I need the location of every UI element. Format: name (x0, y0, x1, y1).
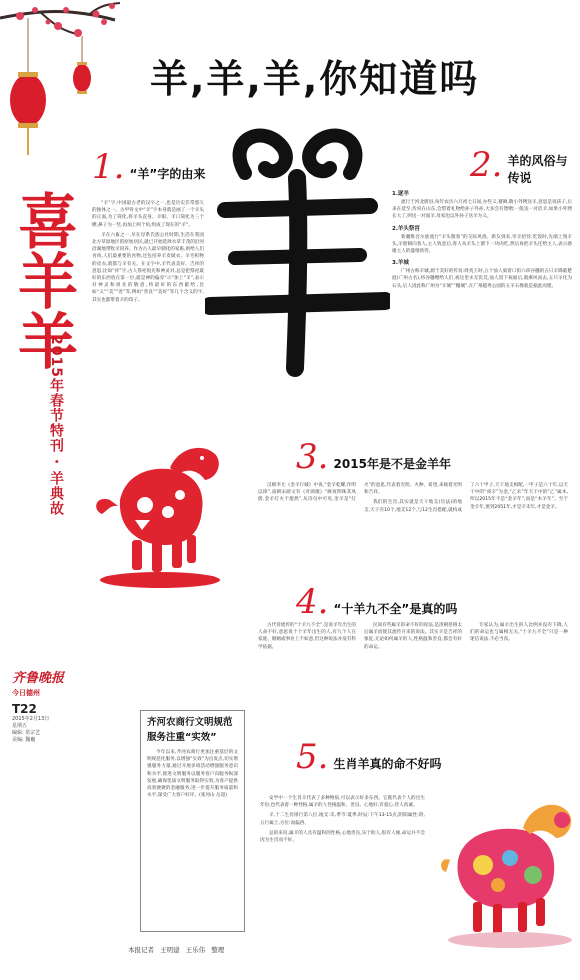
yang-calligraphy (205, 118, 390, 378)
section-5-paragraph: 总的来说,属羊的人具有温和的性格,心地善良,乐于助人,很有人缘,命运并不会因为生肖而不好。 (260, 830, 425, 844)
section-4-heading (296, 582, 458, 622)
bank-news-body: 今年以来,齐河农商行更加注重基层的文明规范化服务,以增强“实效”为出发点,切实增强服务力量,通过开展多项活动增强服务意识和水平,推进文明服务以服务客户向服务纵深发展,确保优质文明服务取得实效,为客户提供高效便捷的金融服务,进一步提升服务质量和水平,深受广大客户好评。(张河山 岳超) (147, 750, 238, 799)
reporter-credit: 本报记者 王明建 王乐伟 整理 (128, 946, 225, 954)
edition-label: 今日德州 (12, 689, 40, 697)
section-4-number: 4. (296, 582, 329, 622)
festive-goat-right (438, 790, 578, 950)
section-1-title: “羊”字的由来 (129, 167, 206, 181)
plum-blossom-decoration (0, 0, 150, 160)
section-5-paragraph: 安学中一个生肖羊代表了多种物质,可以表示好多东西。它既代表个人的出生年份,也代表着一种性格,属羊的人性格温和、善良、心地好,有爱心,待人真诚。 (260, 796, 425, 809)
section-5-title: 生肖羊真的命不好吗 (333, 757, 442, 771)
section-3-heading (296, 437, 451, 477)
section-2-paragraph: 广州古称羊城,源于美好的传说:周夷王时,五个仙人骑着口衔六串谷穗的五只羊降临楚庭(广州古名),将谷穗赠给人们,祝这里永无饥荒,仙人留下祝福后,就乘风而去,五只羊化为石头,后人因此称广州为“羊城”“穗城”,在广州越秀公园的五羊石像就是据此而建。 (392, 269, 572, 289)
section-4-body (258, 622, 568, 740)
section-1-body (92, 200, 204, 400)
logo-text: 齐鲁晚报 (12, 671, 65, 686)
issue-date: 2015年2月13日 (12, 716, 50, 722)
page-number: T22 (12, 702, 37, 716)
section-2-heading (470, 145, 570, 186)
section-2-body (392, 190, 572, 415)
section-4-paragraph: 民间有些属羊的命不好的说法,是清朝慈禧太后属羊而使其流传开来的说法。其实羊是吉祥的象征,无论如何属羊的人,性格温和善良,都会有好的命运。 (364, 623, 462, 650)
section-3-title: 2015年是不是金羊年 (333, 457, 451, 471)
section-4-paragraph: 古代曾流传的“十羊九不全”,是说羊年出生的人命不好,意思说十个羊年出生的人,有九个人在家庭、婚姻或事业上不如意,但这种说法并没有科学依据。 (258, 623, 356, 650)
section-2-paragraph: 新疆维吾尔族流行“羊头敬客”的交际风俗。新友到来,宰羊招待,吃饭时,先端上熟羊头,羊脸朝向客人,主人致意后,客人从羊头上割下一块肉吃,然后再把羊头还给主人,表示感谢主人的盛情款待。 (392, 234, 572, 255)
section-4-paragraph: 专家认为,属羊出生的人比例并没有下降,人们的命运也与属相无关,“十羊九不全”只是一种迷信说法,不必当真。 (470, 623, 568, 643)
section-5-heading (296, 737, 442, 777)
editor-credit: 编辑: 常宗艺 (12, 730, 41, 736)
bank-news-title: 齐河农商行文明规范服务注重“实效” (147, 717, 233, 743)
section-2-number: 2. (470, 145, 503, 185)
vertical-headline: 喜羊羊 (8, 190, 78, 370)
section-3-paragraph: 我们的生肖,其实就是天干地支(历法)的地支,天干有10个,地支12个,与12生肖搭配,就构成了六十甲子,天干地支相配,一甲子是六十年,以天干中的“庚辛”为金,“乙未”年天干中的“乙”属木,所以2015年不是“金羊年”,而是“木羊年”。至于金羊年,要到2051年,才是辛未年,才是金羊。 (364, 483, 568, 513)
page-title: 羊,羊,羊,你知道吗 (150, 57, 480, 101)
section-3-paragraph: 汉朝李尤《金羊行城》中说,“金羊乾耀,作明以锋”,南朝宋颜文有《对酒歌》“厥夜明珠其凤蔚,金羊灯火不熄然”,从诗句中可见,金羊是“灯火”的意思,代表着光明、火种、希望,来载着光明和吉祥。 (258, 483, 462, 503)
section-2-sub-title: 2.羊头祭宫 (392, 225, 420, 232)
section-5-body (260, 795, 425, 935)
section-3-number: 3. (296, 437, 329, 477)
section-2-paragraph: 流行于河北蔚县,每年农历六月初七日间,办些义,赛舞,敬小外甥送羊,意思是说孩子,后来在延至,传说在山东,会带着礼物给孙子外孙,大多会有馈赠;一般送一对活羊,如果小外甥长大了,则送一对面羊,母家也以外孙子送羊为义。 (392, 200, 572, 220)
section-1-paragraph: “羊”字,中国最古老的汉字之一,也是历史非常悠久的独体之一。古甲骨文中“羊”字本身就是画了一个羊头的正面,为了简化,将羊头直身、羊眼、羊口简化为三个横,鼻子为一竖,再加上两个角,组成了现在的“羊”。 (92, 201, 204, 228)
section-1-paragraph: 羊在六畜之一,早在母系氏族公社时期,生活在我国北方草原地区的原始居民,就已开始选择水草丰茂的沿河沿湖地带牧羊饲养。作为古人最早驯化的家畜,供给人们食肉,人们最重要的食物,还包括养羊皮做衣、羊毛织物的皮衣,就都与羊有关。在文字中,羊代表美好、吉祥的意思,比如“祥”字,古人祭祀很先和神灵对,总是把祭祀最好的东西放在第一位,就是神的偏旁“示”加上“羊”,表示对神灵和祖先的敬意,将最好的东西献给,比如“义”“美”“善”等,例如“善良”“美好”等几个含义的字,其实也都带着羊的印子。 (92, 232, 204, 303)
newspaper-logo (12, 667, 112, 686)
section-3-body (258, 482, 568, 582)
designer-credit: 美编: 魏巍 (12, 737, 36, 743)
bank-news-box (140, 710, 245, 932)
vertical-subheadline: 2015年春节特刊 · 羊典故 (48, 335, 64, 517)
issue-weekday: 星期五 (12, 723, 28, 729)
section-4-title: “十羊九不全”是真的吗 (333, 602, 458, 616)
section-1-heading (92, 147, 206, 187)
section-5-paragraph: 羊,十二生肖排行第八位,地支:未,季节:夏季,时辰:下午13-15点,阴阳属性:阴,五行属土,方位:南偏西。 (260, 813, 425, 826)
section-2-sub-title: 3.羊城 (392, 260, 409, 267)
section-1-number: 1. (92, 147, 125, 187)
masthead (12, 667, 112, 744)
section-5-number: 5. (296, 737, 329, 777)
papercut-goat-left (90, 440, 230, 590)
section-2-title: 羊的风俗与传说 (507, 154, 568, 185)
section-2-sub-title: 1.逐羊 (392, 191, 409, 197)
